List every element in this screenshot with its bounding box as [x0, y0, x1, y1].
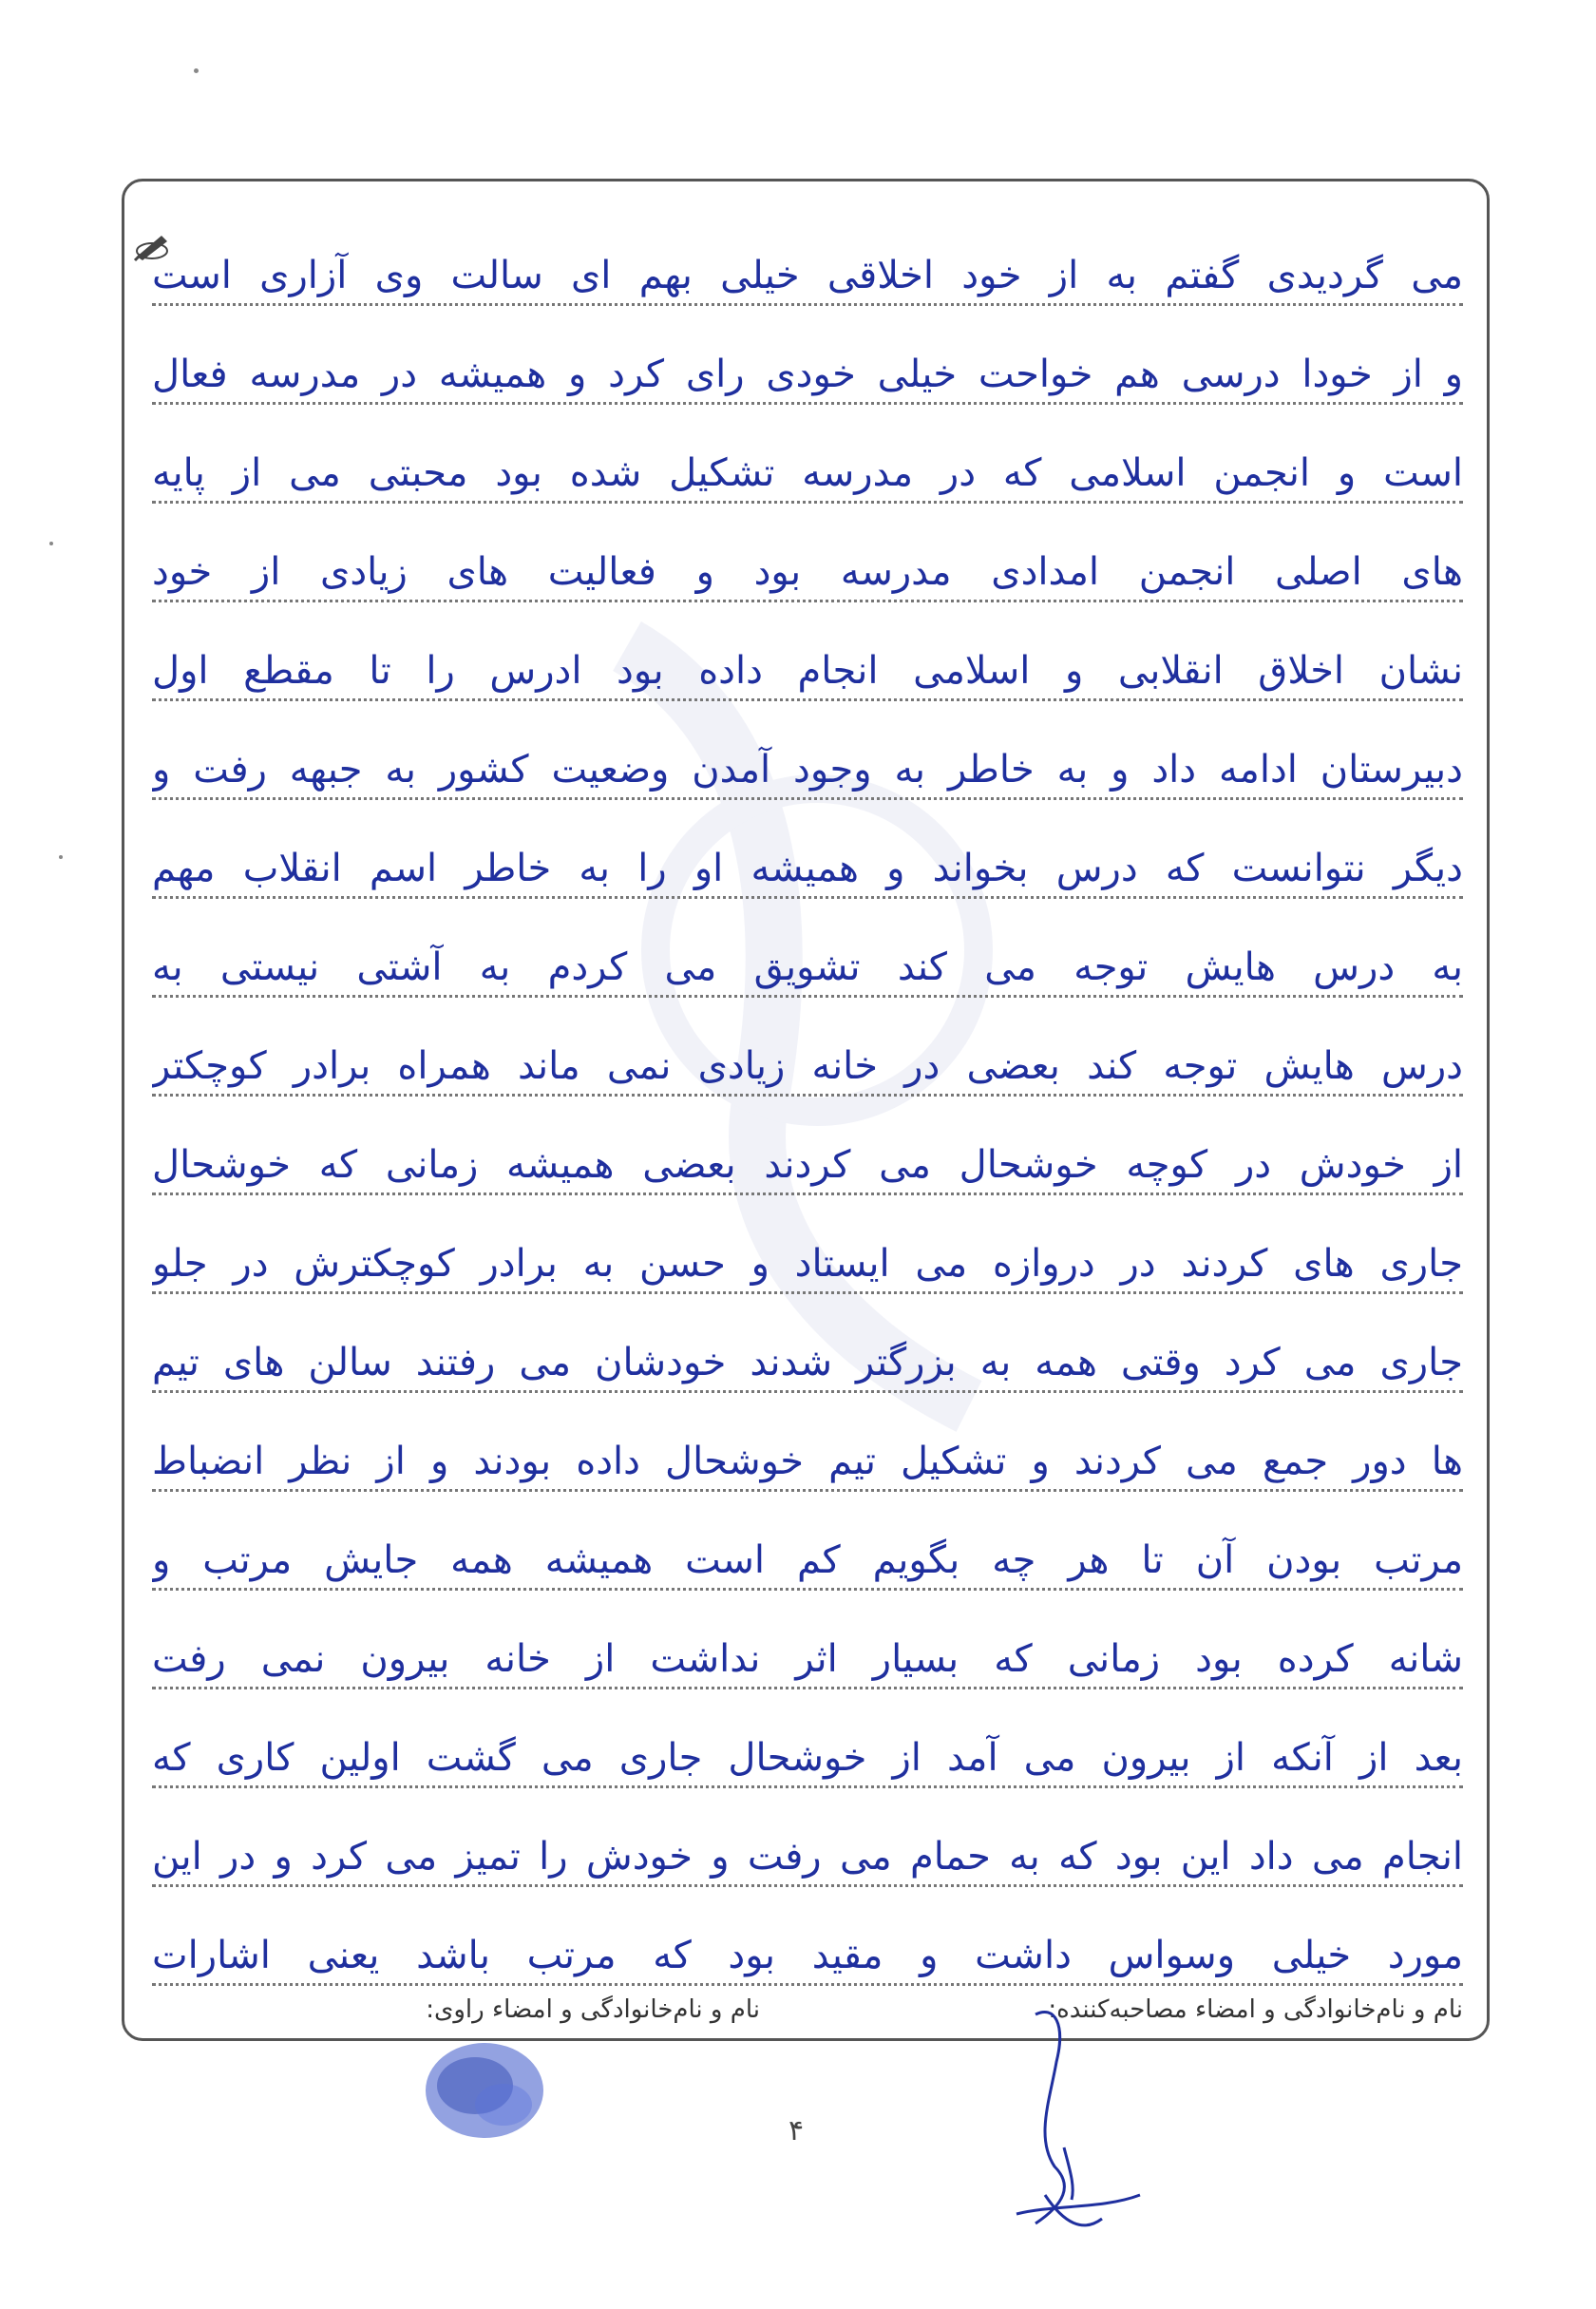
speck	[59, 855, 63, 859]
narrator-signature-label: نام و نام‌خانوادگی و امضاء راوی:	[426, 1995, 760, 2024]
handwritten-text-area	[152, 190, 1463, 1976]
speck	[49, 542, 53, 545]
text-line	[152, 1404, 1463, 1503]
text-line	[152, 1800, 1463, 1899]
dotted-rule	[152, 698, 1463, 701]
handwritten-line: ها دور جمع می کردند و تشکیل تیم خوشحال داده بودند و از نظر انضباط	[152, 1440, 1463, 1483]
text-line	[152, 1207, 1463, 1306]
dotted-rule	[152, 797, 1463, 800]
text-line	[152, 1701, 1463, 1800]
dotted-rule	[152, 1687, 1463, 1689]
handwritten-line: است و انجمن اسلامی که در مدرسه تشکیل شده بود محبتی می از پایه	[152, 451, 1463, 495]
handwritten-line: به درس هایش توجه می کند تشویق می کردم به آشتی نیستی به	[152, 945, 1463, 989]
text-line	[152, 219, 1463, 317]
dotted-rule	[152, 1094, 1463, 1097]
handwritten-line: مورد خیلی وسواس داشت و مقید بود که مرتب باشد یعنی اشارات	[152, 1934, 1463, 1977]
dotted-rule	[152, 1588, 1463, 1591]
handwritten-line: می گردیدی گفتم به از خود اخلاقی خیلی بهم ای سالت وی آزاری است	[152, 254, 1463, 297]
text-line	[152, 317, 1463, 416]
handwritten-line: انجام می داد این بود که به حمام می رفت و خودش را تمیز می کرد و در این	[152, 1835, 1463, 1879]
handwritten-line: دبیرستان ادامه داد و به خاطر به وجود آمدن وضعیت کشور به جبهه رفت و	[152, 748, 1463, 792]
speck	[194, 68, 199, 73]
handwritten-line: و از خودا درسی هم خواحت خیلی خودی رای کرد و همیشه در مدرسه فعال	[152, 353, 1463, 396]
text-line	[152, 1108, 1463, 1207]
text-line	[152, 811, 1463, 910]
text-line	[152, 614, 1463, 713]
interviewer-signature-label: نام و نام‌خانوادگی و امضاء مصاحبه‌کننده:	[1048, 1995, 1463, 2024]
text-line	[152, 910, 1463, 1009]
text-line	[152, 1009, 1463, 1108]
handwritten-line: مرتب بودن آن تا هر چه بگویم کم است همیشه همه جایش مرتب و	[152, 1538, 1463, 1582]
signature	[998, 2005, 1150, 2252]
text-line	[152, 1899, 1463, 1997]
handwritten-line: درس هایش توجه کند بعضی در خانه زیادی نمی ماند همراه برادر کوچکتر	[152, 1044, 1463, 1088]
handwritten-line: بعد از آنکه از بیرون می آمد از خوشحال جاری می گشت اولین کاری که	[152, 1736, 1463, 1780]
page-number: ۴	[788, 2114, 805, 2147]
text-line	[152, 1503, 1463, 1602]
handwritten-line: دیگر نتوانست که درس بخواند و همیشه او را به خاطر اسم انقلاب مهم	[152, 847, 1463, 890]
handwritten-line: نشان اخلاق انقلابی و اسلامی انجام داده بود ادرس را تا مقطع اول	[152, 649, 1463, 693]
handwritten-line: شانه کرده بود زمانی که بسیار اثر نداشت از خانه بیرون نمی رفت	[152, 1637, 1463, 1681]
handwritten-line: جاری های کردند در دروازه می ایستاد و حسن به برادر کوچکترش در جلو	[152, 1242, 1463, 1286]
dotted-rule	[152, 1884, 1463, 1887]
text-line	[152, 416, 1463, 515]
dotted-rule	[152, 1390, 1463, 1393]
dotted-rule	[152, 1193, 1463, 1195]
dotted-rule	[152, 600, 1463, 602]
dotted-rule	[152, 1291, 1463, 1294]
handwritten-line: جاری می کرد وقتی همه به بزرگتر شدند خودشان می رفتند سالن های تیم	[152, 1341, 1463, 1384]
stamp-icon	[418, 2033, 551, 2147]
handwritten-line: از خودش در کوچه خوشحال می کردند بعضی همیشه زمانی که خوشحال	[152, 1143, 1463, 1187]
text-line	[152, 1306, 1463, 1404]
text-line	[152, 1602, 1463, 1701]
dotted-rule	[152, 1489, 1463, 1492]
text-line	[152, 515, 1463, 614]
handwritten-line: های اصلی انجمن امدادی مدرسه بود و فعالیت های زیادی از خود	[152, 550, 1463, 594]
dotted-rule	[152, 303, 1463, 306]
dotted-rule	[152, 1983, 1463, 1986]
dotted-rule	[152, 501, 1463, 504]
text-line	[152, 713, 1463, 811]
dotted-rule	[152, 995, 1463, 998]
dotted-rule	[152, 896, 1463, 899]
dotted-rule	[152, 402, 1463, 405]
dotted-rule	[152, 1785, 1463, 1788]
